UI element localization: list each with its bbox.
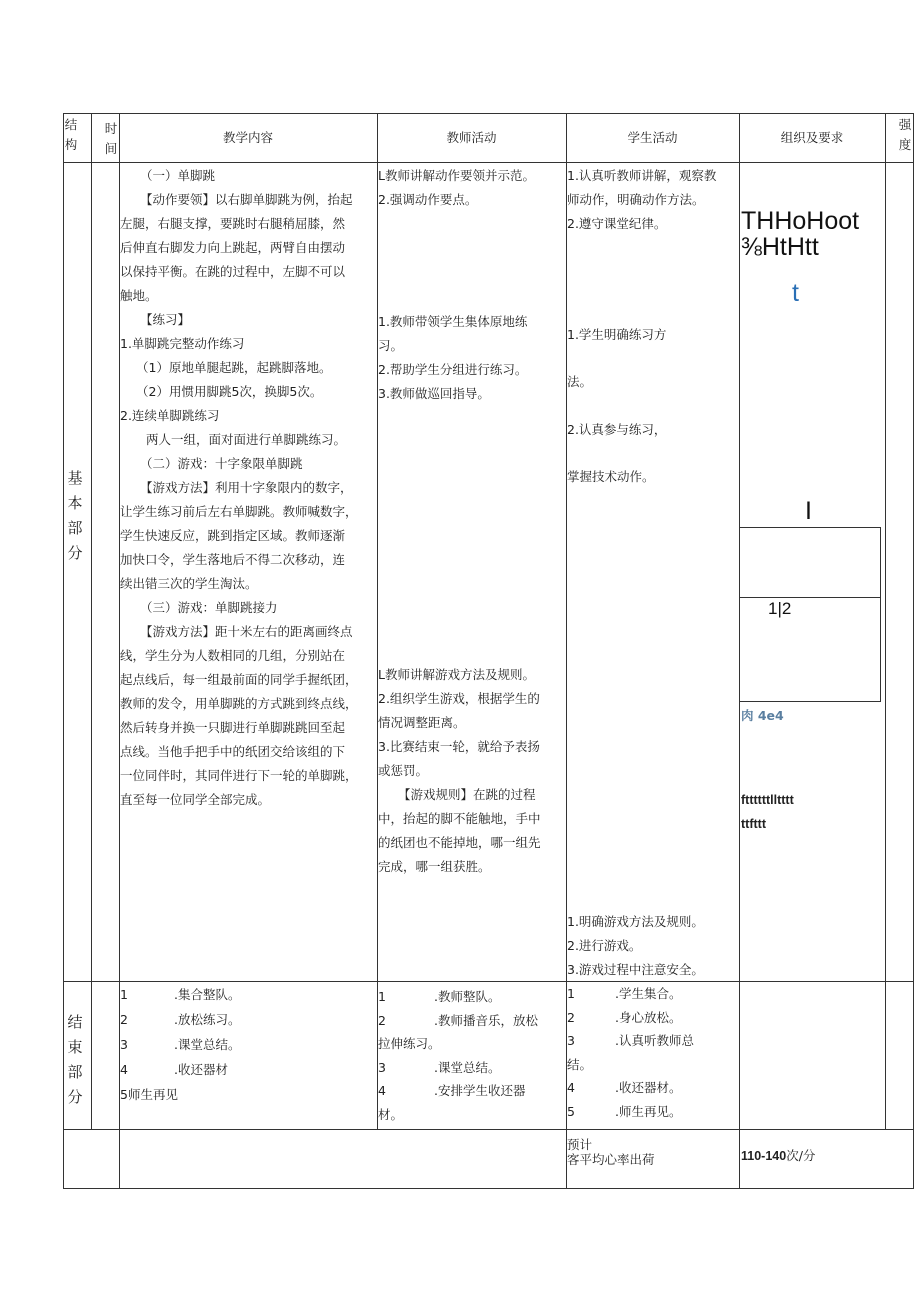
- text-line: 【练习】: [140, 312, 191, 327]
- basic-student-b2: 法。: [567, 374, 593, 389]
- list-number: 1: [567, 986, 575, 1001]
- org-glyph-8: ttfttt: [741, 817, 766, 831]
- org-glyph-2: ⅜HtHtt: [741, 233, 819, 261]
- text-line: （三）游戏：单脚跳接力: [140, 600, 278, 615]
- text-line: 学生快速反应，跳到指定区域。教师逐渐: [120, 528, 346, 543]
- text-line: L教师讲解游戏方法及规则。: [378, 667, 535, 682]
- text-line: 然后转身并换一只脚进行单脚跳跳回至起: [120, 720, 346, 735]
- text-line: L教师讲解动作要领并示范。: [378, 168, 535, 183]
- text-line: 【游戏方法】利用十字象限内的数字，: [140, 480, 353, 495]
- list-number: 3: [567, 1033, 575, 1048]
- list-number: 4: [378, 1083, 386, 1098]
- list-item: .认真听教师总: [615, 1033, 694, 1048]
- text-line: 线，学生分为人数相同的几组，分别站在: [120, 648, 346, 663]
- text-line: 加快口令，学生落地后不得二次移动，连: [120, 552, 346, 567]
- header-intensity: 强度: [898, 117, 912, 152]
- text-line: 或惩罚。: [378, 763, 429, 778]
- list-item: .安排学生收还器: [434, 1083, 526, 1098]
- list-number: 5: [567, 1103, 575, 1119]
- list-number: 2: [120, 1012, 128, 1027]
- heart-rate-unit: 次/分: [786, 1148, 816, 1163]
- text-line: 以保持平衡。在跳的过程中，左脚不可以: [120, 264, 346, 279]
- header-teacher: 教师活动: [446, 130, 497, 145]
- org-glyph-4: I: [805, 497, 812, 525]
- text-line: 【游戏规则】在跳的过程: [398, 787, 536, 802]
- heart-rate-value: 110-140: [741, 1149, 787, 1163]
- text-line: 2.进行游戏。: [567, 938, 642, 953]
- text-line: （2）用惯用脚跳5次，换脚5次。: [136, 384, 323, 399]
- list-item: .教师整队。: [434, 989, 501, 1004]
- text-line: 触地。: [120, 288, 158, 303]
- text-line: 2.组织学生游戏，根据学生的: [378, 691, 540, 706]
- text-line: 续出错三次的学生淘汰。: [120, 576, 258, 591]
- header-student: 学生活动: [627, 130, 678, 145]
- list-item: .收还器材。: [615, 1080, 682, 1095]
- text-line: 中，抬起的脚不能触地，手中: [378, 811, 541, 826]
- text-line: 起点线后，每一组最前面的同学手握纸团，: [120, 672, 358, 687]
- text-line: （一）单脚跳: [140, 168, 216, 183]
- list-item: 结。: [567, 1056, 593, 1072]
- org-glyph-5: 1|2: [768, 599, 792, 618]
- list-item: .师生再见。: [615, 1103, 682, 1119]
- section-ending-label: 结束部分: [67, 1013, 83, 1106]
- text-line: 教师的发令，用单脚跳的方式跳到终点线，: [120, 696, 358, 711]
- text-line: 两人一组，面对面进行单脚跳练习。: [146, 432, 347, 447]
- list-number: 4: [567, 1080, 575, 1095]
- text-line: （1）原地单腿起跳，起跳脚落地。: [136, 360, 332, 375]
- text-line: 【游戏方法】距十米左右的距离画终点: [140, 624, 353, 639]
- text-line: 让学生练习前后左右单脚跳。教师喊数字，: [120, 504, 358, 519]
- list-number: 2: [378, 1012, 386, 1028]
- header-time: 时间: [104, 121, 118, 156]
- text-line: 1.单脚跳完整动作练习: [120, 336, 245, 351]
- text-line: 的纸团也不能掉地，哪一组先: [378, 835, 541, 850]
- text-line: 师动作，明确动作方法。: [567, 192, 705, 207]
- basic-student-b4: 掌握技术动作。: [567, 469, 655, 484]
- list-item: .学生集合。: [615, 986, 682, 1001]
- list-item: .放松练习。: [174, 1012, 241, 1027]
- footer-label-1: 预计: [567, 1137, 593, 1152]
- text-line: 点线。当他手把手中的纸团交给该组的下: [120, 744, 346, 759]
- text-line: 2.遵守课堂纪律。: [567, 216, 667, 231]
- org-glyph-1: THHoHoot: [741, 207, 860, 235]
- text-line: 完成，哪一组获胜。: [378, 859, 491, 874]
- list-number: 3: [120, 1037, 128, 1052]
- basic-student-b: 1.学生明确练习方: [567, 327, 667, 342]
- text-line: 3.游戏过程中注意安全。: [567, 962, 704, 977]
- list-number: 3: [378, 1059, 386, 1075]
- text-line: 直至每一位同学全部完成。: [120, 792, 271, 807]
- text-line: 3.教师做巡回指导。: [378, 386, 490, 401]
- text-line: 情况调整距离。: [378, 715, 466, 730]
- footer-label-2: 客平均心率出荷: [567, 1152, 655, 1167]
- list-item: .收还器材: [174, 1062, 228, 1077]
- list-number: 2: [567, 1009, 575, 1025]
- text-line: 3.比赛结束一轮，就给予表扬: [378, 739, 540, 754]
- text-line: 【动作要领】以右脚单脚跳为例，抬起: [140, 192, 353, 207]
- list-item: 材。: [378, 1106, 404, 1122]
- list-item: 5师生再见: [120, 1087, 178, 1102]
- list-number: 1: [378, 989, 386, 1004]
- org-glyph-3: t: [792, 279, 799, 307]
- list-number: 4: [120, 1062, 128, 1077]
- org-glyph-7: fttttttlltttt: [741, 793, 794, 807]
- footer-heart-rate: [741, 1146, 815, 1166]
- list-item: .身心放松。: [615, 1009, 682, 1025]
- header-content: 教学内容: [222, 130, 273, 145]
- list-item: .集合整队。: [174, 987, 241, 1002]
- text-line: 2.强调动作要点。: [378, 192, 478, 207]
- text-line: 2.帮助学生分组进行练习。: [378, 362, 528, 377]
- list-item: .课堂总结。: [174, 1037, 241, 1052]
- list-number: 1: [120, 987, 128, 1002]
- text-line: 左腿，右腿支撑，要跳时右腿稍屈膝，然: [120, 216, 346, 231]
- section-basic-label: 基本部分: [67, 469, 83, 562]
- list-item: .课堂总结。: [434, 1059, 501, 1075]
- list-item: .教师播音乐，放松: [434, 1012, 538, 1028]
- basic-student-b3: 2.认真参与练习，: [567, 422, 667, 437]
- text-line: 1.教师带领学生集体原地练: [378, 314, 528, 329]
- org-glyph-6: 肉 4e4: [741, 708, 784, 723]
- text-line: 习。: [378, 338, 404, 353]
- text-line: 2.连续单脚跳练习: [120, 408, 220, 423]
- header-org: 组织及要求: [780, 130, 844, 145]
- text-line: 1.明确游戏方法及规则。: [567, 914, 704, 929]
- header-structure: 结构: [64, 117, 78, 152]
- list-item: 拉伸练习。: [378, 1036, 441, 1051]
- text-line: 一位同伴时，其同伴进行下一轮的单脚跳，: [120, 768, 358, 783]
- text-line: 1.认真听教师讲解，观察教: [567, 168, 717, 183]
- text-line: （二）游戏：十字象限单脚跳: [140, 456, 303, 471]
- text-line: 后伸直右脚发力向上跳起，两臂自由摆动: [120, 240, 346, 255]
